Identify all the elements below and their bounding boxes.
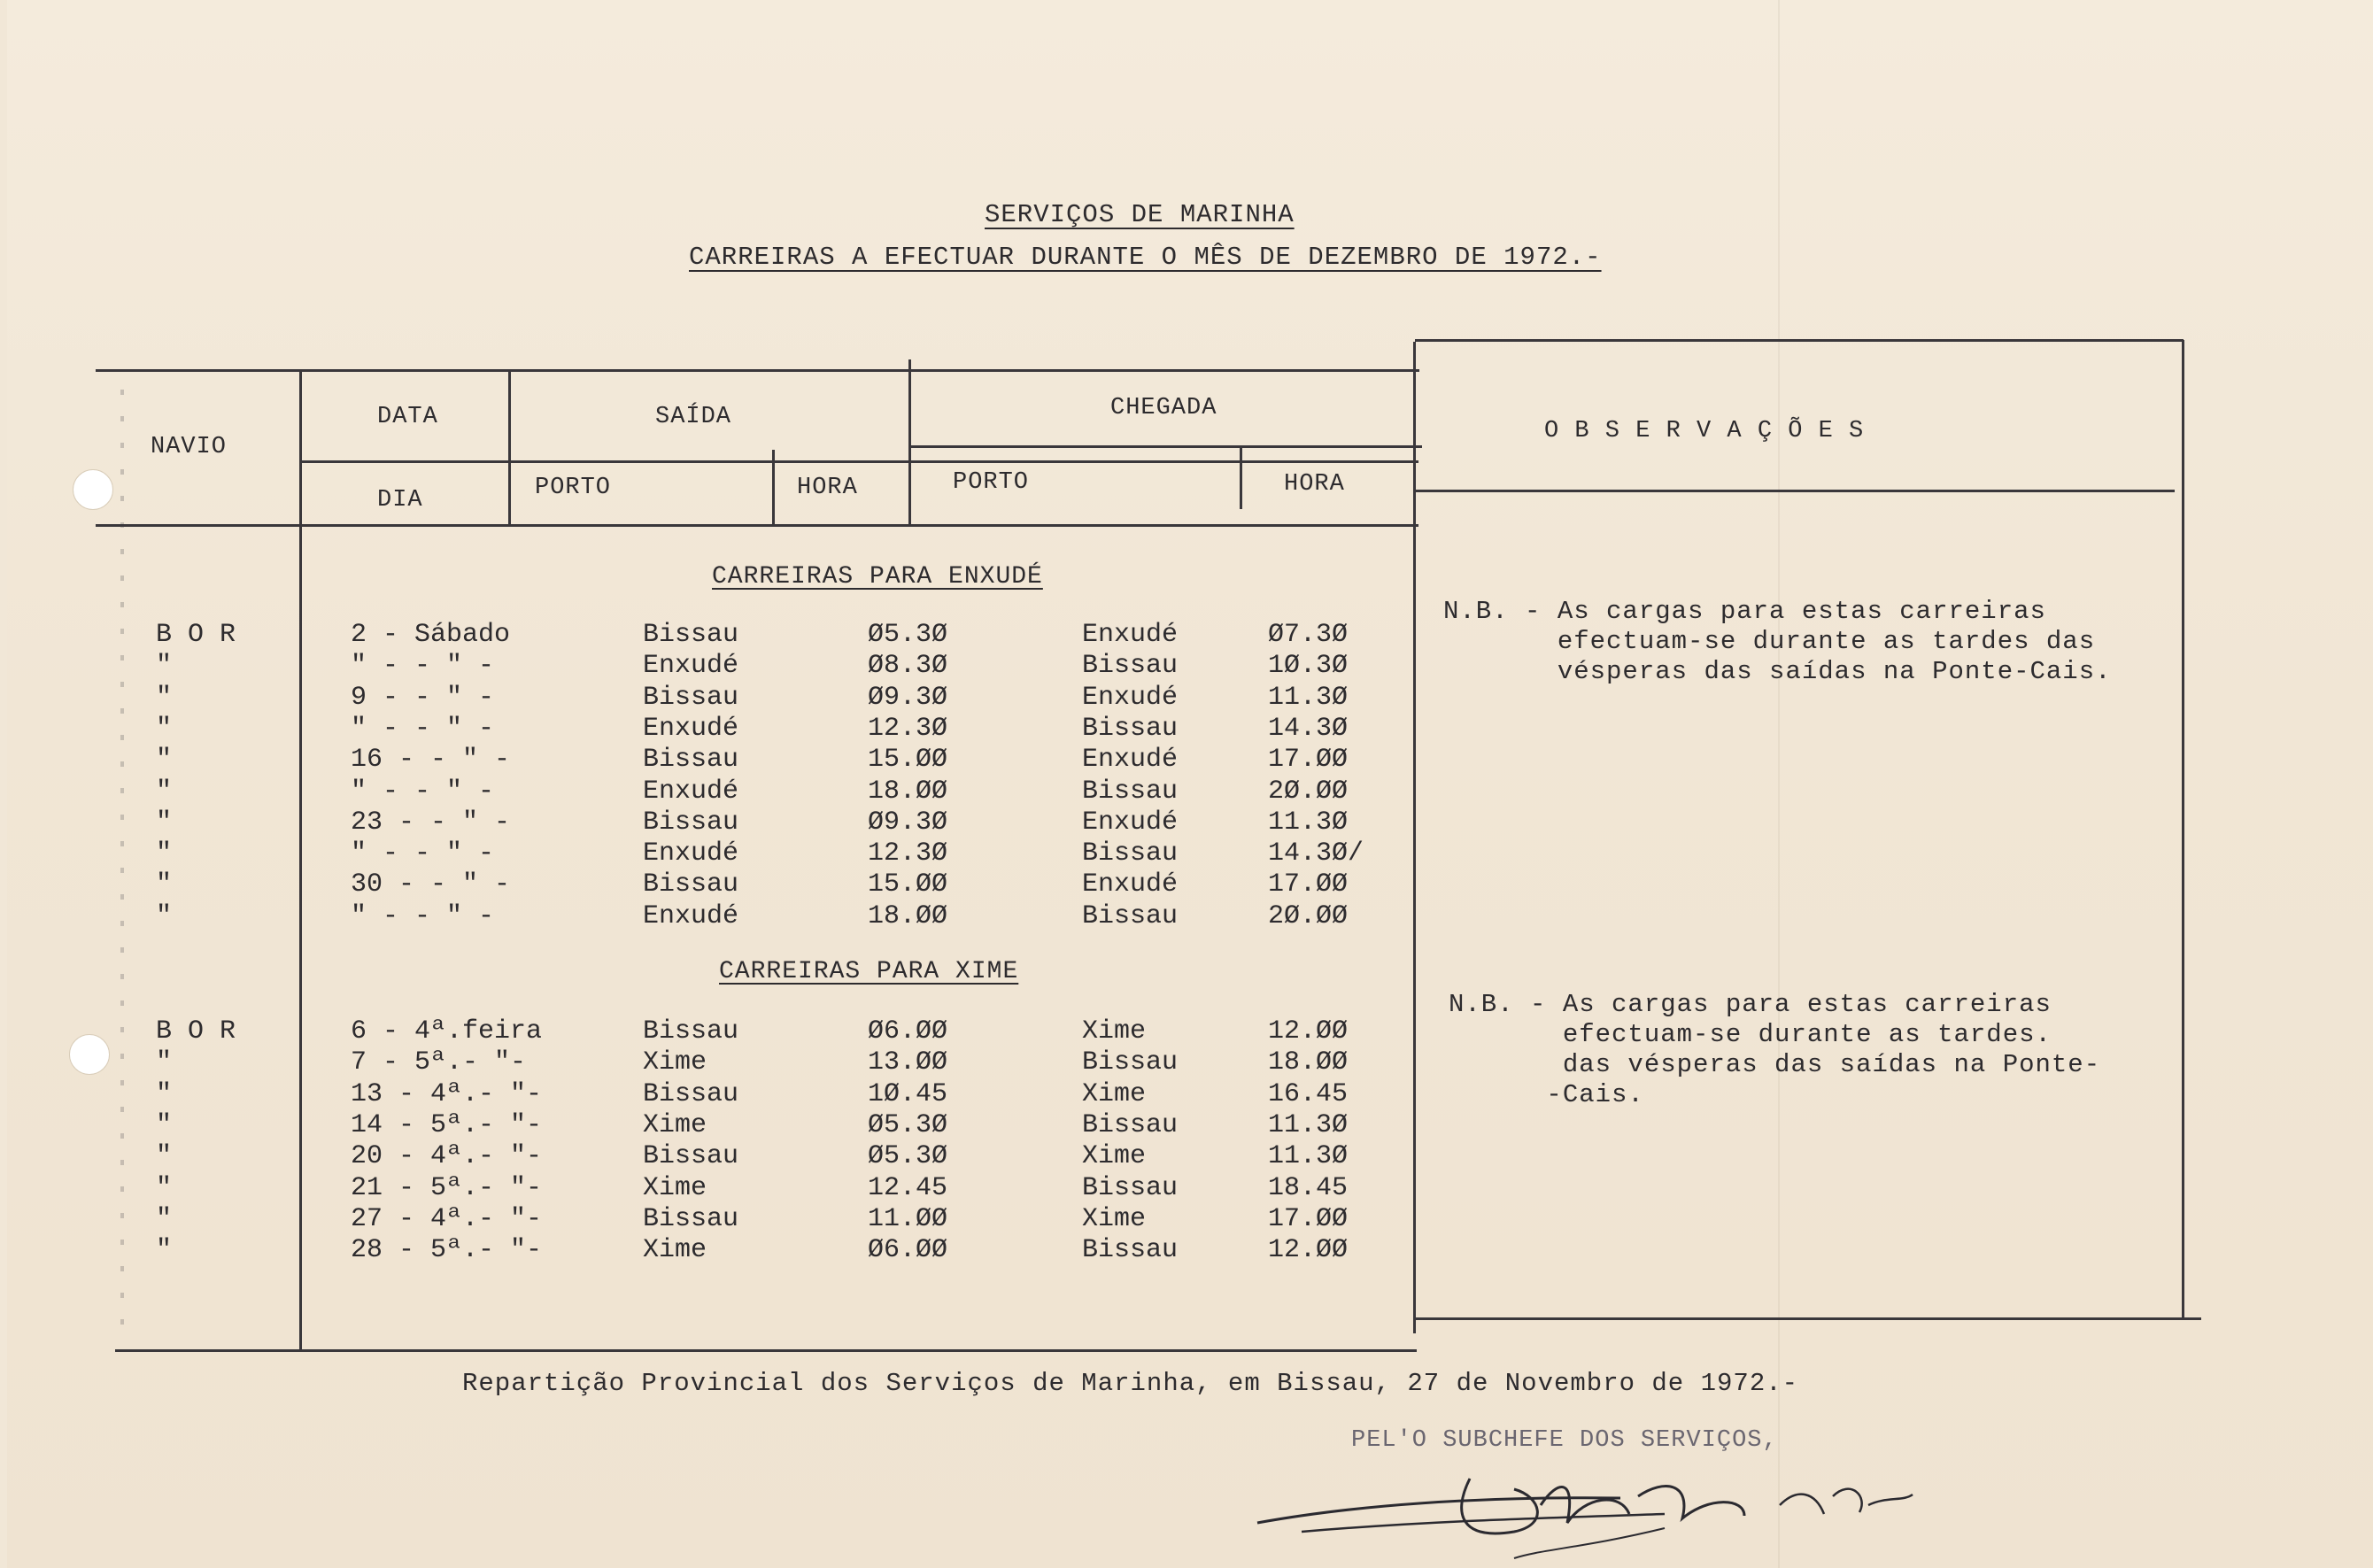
table-row — [0, 1079, 2373, 1111]
header-saida-porto: PORTO — [535, 475, 612, 501]
cell-saida-porto: Enxudé — [643, 838, 739, 869]
table-row — [0, 1016, 2373, 1048]
cell-chegada-porto: Bissau — [1082, 900, 1179, 931]
cell-navio: B O R — [156, 620, 236, 650]
cell-chegada-porto: Bissau — [1082, 1235, 1179, 1266]
cell-navio: " — [156, 713, 173, 744]
cell-saida-porto: Bissau — [643, 1078, 739, 1109]
cell-saida-hora: 18.ØØ — [868, 900, 948, 931]
cell-chegada-porto: Enxudé — [1082, 682, 1179, 713]
header-chegada-hora: HORA — [1284, 471, 1345, 498]
col-sep-saida — [908, 359, 911, 524]
table-row — [0, 1141, 2373, 1173]
cell-chegada-hora: 2Ø.ØØ — [1268, 900, 1349, 931]
cell-chegada-porto: Xime — [1082, 1078, 1147, 1109]
cell-chegada-hora: 12.ØØ — [1268, 1235, 1349, 1266]
cell-saida-porto: Enxudé — [643, 776, 739, 807]
cell-chegada-porto: Bissau — [1082, 1172, 1179, 1203]
table-row — [0, 620, 2373, 652]
header-saida-hora: HORA — [797, 475, 858, 501]
cell-dia: 20 - 4ª.- "- — [351, 1141, 543, 1172]
cell-saida-porto: Xime — [643, 1235, 707, 1266]
punch-hole — [73, 469, 113, 510]
observation-xime: N.B. - As cargas para estas carreiras efectuam-se durante as tardes. das vésperas das saídas na Ponte- -Cais. — [1449, 990, 2101, 1109]
cell-chegada-hora: 2Ø.ØØ — [1268, 776, 1349, 807]
cell-navio: " — [156, 869, 173, 900]
cell-chegada-hora: Ø7.3Ø — [1268, 620, 1349, 650]
cell-saida-hora: 13.ØØ — [868, 1047, 948, 1078]
cell-dia: 14 - 5ª.- "- — [351, 1109, 543, 1140]
cell-dia: " - - " - — [351, 838, 495, 869]
cell-chegada-hora: 16.45 — [1268, 1078, 1349, 1109]
cell-chegada-hora: 18.45 — [1268, 1172, 1349, 1203]
cell-navio: B O R — [156, 1016, 236, 1047]
table-row — [0, 1235, 2373, 1267]
cell-saida-hora: 12.3Ø — [868, 713, 948, 744]
table-row — [0, 714, 2373, 745]
table-bottom-line — [115, 1349, 1417, 1352]
page-title: SERVIÇOS DE MARINHA — [985, 200, 1295, 229]
cell-navio: " — [156, 1235, 173, 1266]
cell-saida-hora: Ø5.3Ø — [868, 1109, 948, 1140]
table-row — [0, 683, 2373, 714]
cell-navio: " — [156, 745, 173, 776]
cell-navio: " — [156, 1203, 173, 1234]
cell-chegada-hora: 1Ø.3Ø — [1268, 651, 1349, 682]
cell-saida-porto: Xime — [643, 1172, 707, 1203]
cell-saida-hora: 15.ØØ — [868, 745, 948, 776]
obs-bottom-line — [1415, 1317, 2201, 1320]
table-row — [0, 1110, 2373, 1142]
table-row — [0, 1204, 2373, 1236]
cell-chegada-porto: Enxudé — [1082, 620, 1179, 650]
cell-chegada-porto: Bissau — [1082, 838, 1179, 869]
cell-chegada-hora: 18.ØØ — [1268, 1047, 1349, 1078]
cell-saida-hora: Ø9.3Ø — [868, 807, 948, 838]
handwritten-signature — [1248, 1443, 1975, 1567]
cell-chegada-porto: Bissau — [1082, 1047, 1179, 1078]
table-row — [0, 651, 2373, 683]
cell-chegada-porto: Bissau — [1082, 776, 1179, 807]
header-chegada-porto: PORTO — [953, 469, 1030, 496]
section-title-enxude: CARREIRAS PARA ENXUDÉ — [712, 563, 1043, 591]
header-bottom-line — [96, 524, 1418, 527]
table-row — [0, 776, 2373, 808]
header-dia: DIA — [377, 487, 423, 514]
cell-chegada-hora: 17.ØØ — [1268, 869, 1349, 900]
cell-chegada-hora: 11.3Ø — [1268, 1109, 1349, 1140]
cell-navio: " — [156, 1047, 173, 1078]
cell-saida-hora: Ø6.ØØ — [868, 1235, 948, 1266]
header-observacoes: O B S E R V A Ç Õ E S — [1544, 418, 1865, 444]
cell-saida-porto: Xime — [643, 1109, 707, 1140]
table-top-line-obs — [1415, 339, 2184, 342]
signature-line: PEL'O SUBCHEFE DOS SERVIÇOS, — [1351, 1427, 1778, 1454]
cell-saida-porto: Bissau — [643, 1016, 739, 1047]
footer-place-date: Repartição Provincial dos Serviços de Marinha, em Bissau, 27 de Novembro de 1972.- — [462, 1369, 1799, 1398]
cell-navio: " — [156, 900, 173, 931]
table-row — [0, 869, 2373, 901]
table-row — [0, 901, 2373, 933]
header-saida: SAÍDA — [655, 404, 732, 430]
table-row — [0, 807, 2373, 839]
cell-navio: " — [156, 1109, 173, 1140]
cell-chegada-hora: 14.3Ø/ — [1268, 838, 1364, 869]
cell-navio: " — [156, 682, 173, 713]
cell-saida-porto: Enxudé — [643, 651, 739, 682]
cell-saida-porto: Enxudé — [643, 713, 739, 744]
page-subtitle: CARREIRAS A EFECTUAR DURANTE O MÊS DE DEZEMBRO DE 1972.- — [689, 243, 1602, 272]
cell-dia: " - - " - — [351, 900, 495, 931]
cell-chegada-hora: 11.3Ø — [1268, 807, 1349, 838]
cell-saida-porto: Bissau — [643, 1141, 739, 1172]
header-navio: NAVIO — [151, 434, 228, 460]
header-data: DATA — [377, 404, 438, 430]
cell-saida-porto: Bissau — [643, 869, 739, 900]
cell-saida-porto: Bissau — [643, 807, 739, 838]
observation-enxude: N.B. - As cargas para estas carreiras efectuam-se durante as tardes das vésperas das saídas na Ponte-Cais. — [1443, 597, 2112, 686]
cell-dia: 27 - 4ª.- "- — [351, 1203, 543, 1234]
cell-saida-hora: 11.ØØ — [868, 1203, 948, 1234]
cell-saida-porto: Xime — [643, 1047, 707, 1078]
cell-navio: " — [156, 651, 173, 682]
cell-dia: 13 - 4ª.- "- — [351, 1078, 543, 1109]
cell-saida-hora: 15.ØØ — [868, 869, 948, 900]
cell-saida-hora: Ø5.3Ø — [868, 1141, 948, 1172]
cell-dia: 9 - - " - — [351, 682, 495, 713]
cell-saida-hora: 12.3Ø — [868, 838, 948, 869]
cell-chegada-porto: Enxudé — [1082, 745, 1179, 776]
cell-saida-hora: 18.ØØ — [868, 776, 948, 807]
col-sep-chegada-hora — [1240, 445, 1242, 509]
cell-chegada-hora: 11.3Ø — [1268, 1141, 1349, 1172]
cell-saida-hora: 12.45 — [868, 1172, 948, 1203]
cell-chegada-porto: Xime — [1082, 1141, 1147, 1172]
cell-navio: " — [156, 838, 173, 869]
cell-dia: 23 - - " - — [351, 807, 511, 838]
cell-saida-porto: Bissau — [643, 1203, 739, 1234]
cell-dia: " - - " - — [351, 651, 495, 682]
header-mid-line — [299, 460, 1418, 463]
col-sep-data — [508, 369, 511, 524]
header-chegada: CHEGADA — [1110, 395, 1217, 421]
table-row — [0, 745, 2373, 776]
cell-saida-hora: Ø8.3Ø — [868, 651, 948, 682]
cell-chegada-porto: Enxudé — [1082, 869, 1179, 900]
cell-chegada-porto: Bissau — [1082, 651, 1179, 682]
table-row — [0, 1173, 2373, 1205]
cell-saida-hora: Ø6.ØØ — [868, 1016, 948, 1047]
cell-saida-hora: Ø9.3Ø — [868, 682, 948, 713]
cell-dia: 28 - 5ª.- "- — [351, 1235, 543, 1266]
cell-chegada-porto: Bissau — [1082, 1109, 1179, 1140]
cell-navio: " — [156, 1172, 173, 1203]
section-title-xime: CARREIRAS PARA XIME — [719, 958, 1019, 985]
obs-header-bottom-line — [1415, 490, 2175, 492]
cell-chegada-hora: 14.3Ø — [1268, 713, 1349, 744]
cell-dia: " - - " - — [351, 713, 495, 744]
cell-saida-porto: Bissau — [643, 745, 739, 776]
cell-dia: 30 - - " - — [351, 869, 511, 900]
cell-dia: " - - " - — [351, 776, 495, 807]
cell-saida-porto: Bissau — [643, 682, 739, 713]
cell-chegada-hora: 17.ØØ — [1268, 745, 1349, 776]
cell-navio: " — [156, 776, 173, 807]
cell-chegada-hora: 12.ØØ — [1268, 1016, 1349, 1047]
cell-dia: 16 - - " - — [351, 745, 511, 776]
cell-chegada-porto: Xime — [1082, 1203, 1147, 1234]
cell-saida-hora: Ø5.3Ø — [868, 620, 948, 650]
col-sep-saida-hora — [772, 450, 775, 524]
cell-saida-hora: 1Ø.45 — [868, 1078, 948, 1109]
cell-chegada-hora: 17.ØØ — [1268, 1203, 1349, 1234]
cell-navio: " — [156, 1141, 173, 1172]
cell-dia: 21 - 5ª.- "- — [351, 1172, 543, 1203]
cell-dia: 6 - 4ª.feira — [351, 1016, 543, 1047]
table-top-line — [96, 369, 1419, 372]
cell-chegada-porto: Enxudé — [1082, 807, 1179, 838]
cell-navio: " — [156, 807, 173, 838]
table-row — [0, 838, 2373, 870]
chegada-mid-line — [908, 445, 1422, 448]
cell-chegada-hora: 11.3Ø — [1268, 682, 1349, 713]
cell-dia: 7 - 5ª.- "- — [351, 1047, 527, 1078]
cell-navio: " — [156, 1078, 173, 1109]
cell-dia: 2 - Sábado — [351, 620, 511, 650]
cell-saida-porto: Bissau — [643, 620, 739, 650]
cell-chegada-porto: Bissau — [1082, 713, 1179, 744]
cell-saida-porto: Enxudé — [643, 900, 739, 931]
table-row — [0, 1047, 2373, 1079]
cell-chegada-porto: Xime — [1082, 1016, 1147, 1047]
